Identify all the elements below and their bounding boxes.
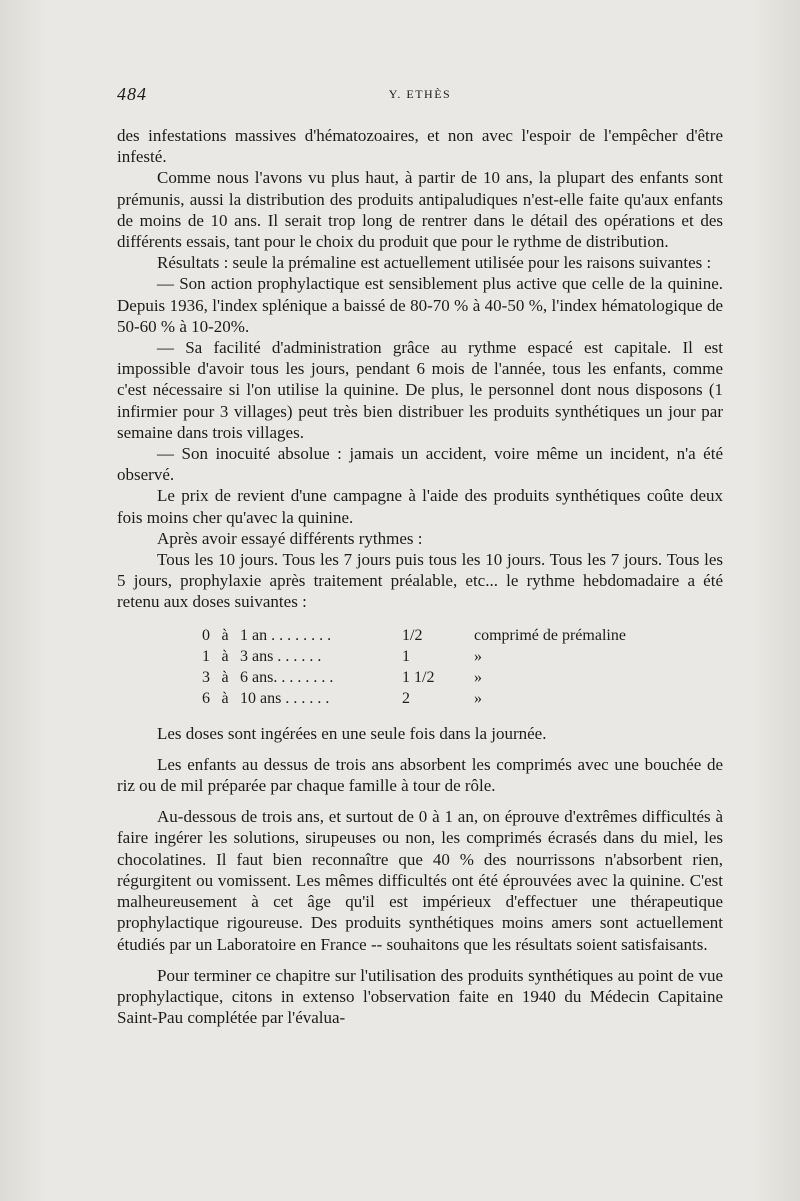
dosage-row — [192, 625, 630, 646]
age-to: 3 ans . . . . . . — [240, 647, 322, 665]
age-to: 10 ans . . . . . . — [240, 689, 330, 707]
paragraph: Après avoir essayé différents rythmes : — [157, 528, 423, 548]
paragraph: Le prix de revient d'une campagne à l'aide des produits synthétiques coûte deux fois moins cher qu'avec la quinine. — [117, 486, 723, 527]
dosage-table — [192, 625, 630, 709]
dose-unit: comprimé de prémaline — [474, 626, 626, 644]
page-number: 484 — [117, 84, 147, 104]
age-from: 6 — [202, 689, 210, 707]
dose-amount: 2 — [402, 689, 410, 707]
paragraph: des infestations massives d'hématozoaires, et non avec l'espoir de l'empêcher d'être infesté. — [117, 126, 723, 167]
dosage-row — [192, 688, 630, 709]
age-from: 3 — [202, 668, 210, 686]
age-sep: à — [221, 647, 229, 665]
age-from: 1 — [202, 647, 210, 665]
age-from: 0 — [202, 626, 210, 644]
paragraph: — Son action prophylactique est sensiblement plus active que celle de la quinine. Depuis 1936, l'index splénique a baissé de 80-70 % à 40-50 %, l'index hématologique de 50-60 % à 10-20%. — [117, 274, 723, 336]
paragraph: Pour terminer ce chapitre sur l'utilisation des produits synthétiques au point de vue prophylactique, citons in extenso l'observation faite en 1940 du Médecin Capitaine Saint-Pau complétée par l'évalua- — [117, 965, 723, 1028]
paragraph: Tous les 10 jours. Tous les 7 jours puis tous les 10 jours. Tous les 7 jours. Tous les 5 jours, prophylaxie après traitement préalable, etc... le rythme hebdomadaire a été retenu aux doses suivantes : — [117, 550, 723, 612]
dose-amount: 1 1/2 — [402, 668, 435, 686]
dose-unit: » — [474, 689, 482, 707]
dose-amount: 1 — [402, 647, 410, 665]
body-text — [117, 125, 723, 1028]
page-header — [117, 84, 723, 108]
paragraph: Au-dessous de trois ans, et surtout de 0 à 1 an, on éprouve d'extrêmes difficultés à faire ingérer les solutions, sirupeuses ou non, les comprimés écrasés dans du miel, les chocolatines. Il faut bien reconnaître que 40 % des nourrissons n'absorbent rien, régurgitent ou vomissent. Les mêmes difficultés ont été éprouvées avec la quinine. C'est malheureusement à cet âge qu'il est impérieux d'effectuer une thérapeutique prophylactique rigoureuse. Des produits synthétiques moins amers sont actuellement étudiés par un Laboratoire en France -- souhaitons que les résultats soient satisfaisants. — [117, 807, 723, 954]
dosage-row — [192, 667, 630, 688]
paragraph: Résultats : seule la prémaline est actuellement utilisée pour les raisons suivantes : — [157, 253, 712, 273]
dosage-row — [192, 646, 630, 667]
paragraph: — Sa facilité d'administration grâce au rythme espacé est capitale. Il est impossible d'avoir tous les jours, pendant 6 mois de l'année, tous les enfants, comme c'est nécessaire si l'on utilise la quinine. De plus, le personnel dont nous disposons (1 infirmier pour 3 villages) peut très bien distribuer les produits synthétiques un jour par semaine dans trois villages. — [117, 338, 723, 442]
age-sep: à — [221, 689, 229, 707]
age-sep: à — [221, 668, 229, 686]
paragraph: Comme nous l'avons vu plus haut, à partir de 10 ans, la plupart des enfants sont prémunis, aussi la distribution des produits antipaludiques n'est-elle faite qu'aux enfants de moins de 10 ans. Il serait trop long de rentrer dans le détail des opérations et des différents essais, tant pour le choix du produit que pour le rythme de distribution. — [117, 168, 723, 252]
paragraph: — Son inocuité absolue : jamais un accident, voire même un incident, n'a été observé. — [117, 444, 723, 485]
age-sep: à — [221, 626, 229, 644]
dose-unit: » — [474, 647, 482, 665]
running-head: Y. ETHÈS — [388, 87, 452, 101]
dose-unit: » — [474, 668, 482, 686]
paragraph: Les doses sont ingérées en une seule fois dans la journée. — [157, 723, 547, 743]
paragraph: Les enfants au dessus de trois ans absorbent les comprimés avec une bouchée de riz ou de mil préparée par chaque famille à tour de rôle. — [117, 754, 723, 796]
age-to: 6 ans. . . . . . . . — [240, 668, 334, 686]
dose-amount: 1/2 — [402, 626, 423, 644]
age-to: 1 an . . . . . . . . — [240, 626, 332, 644]
